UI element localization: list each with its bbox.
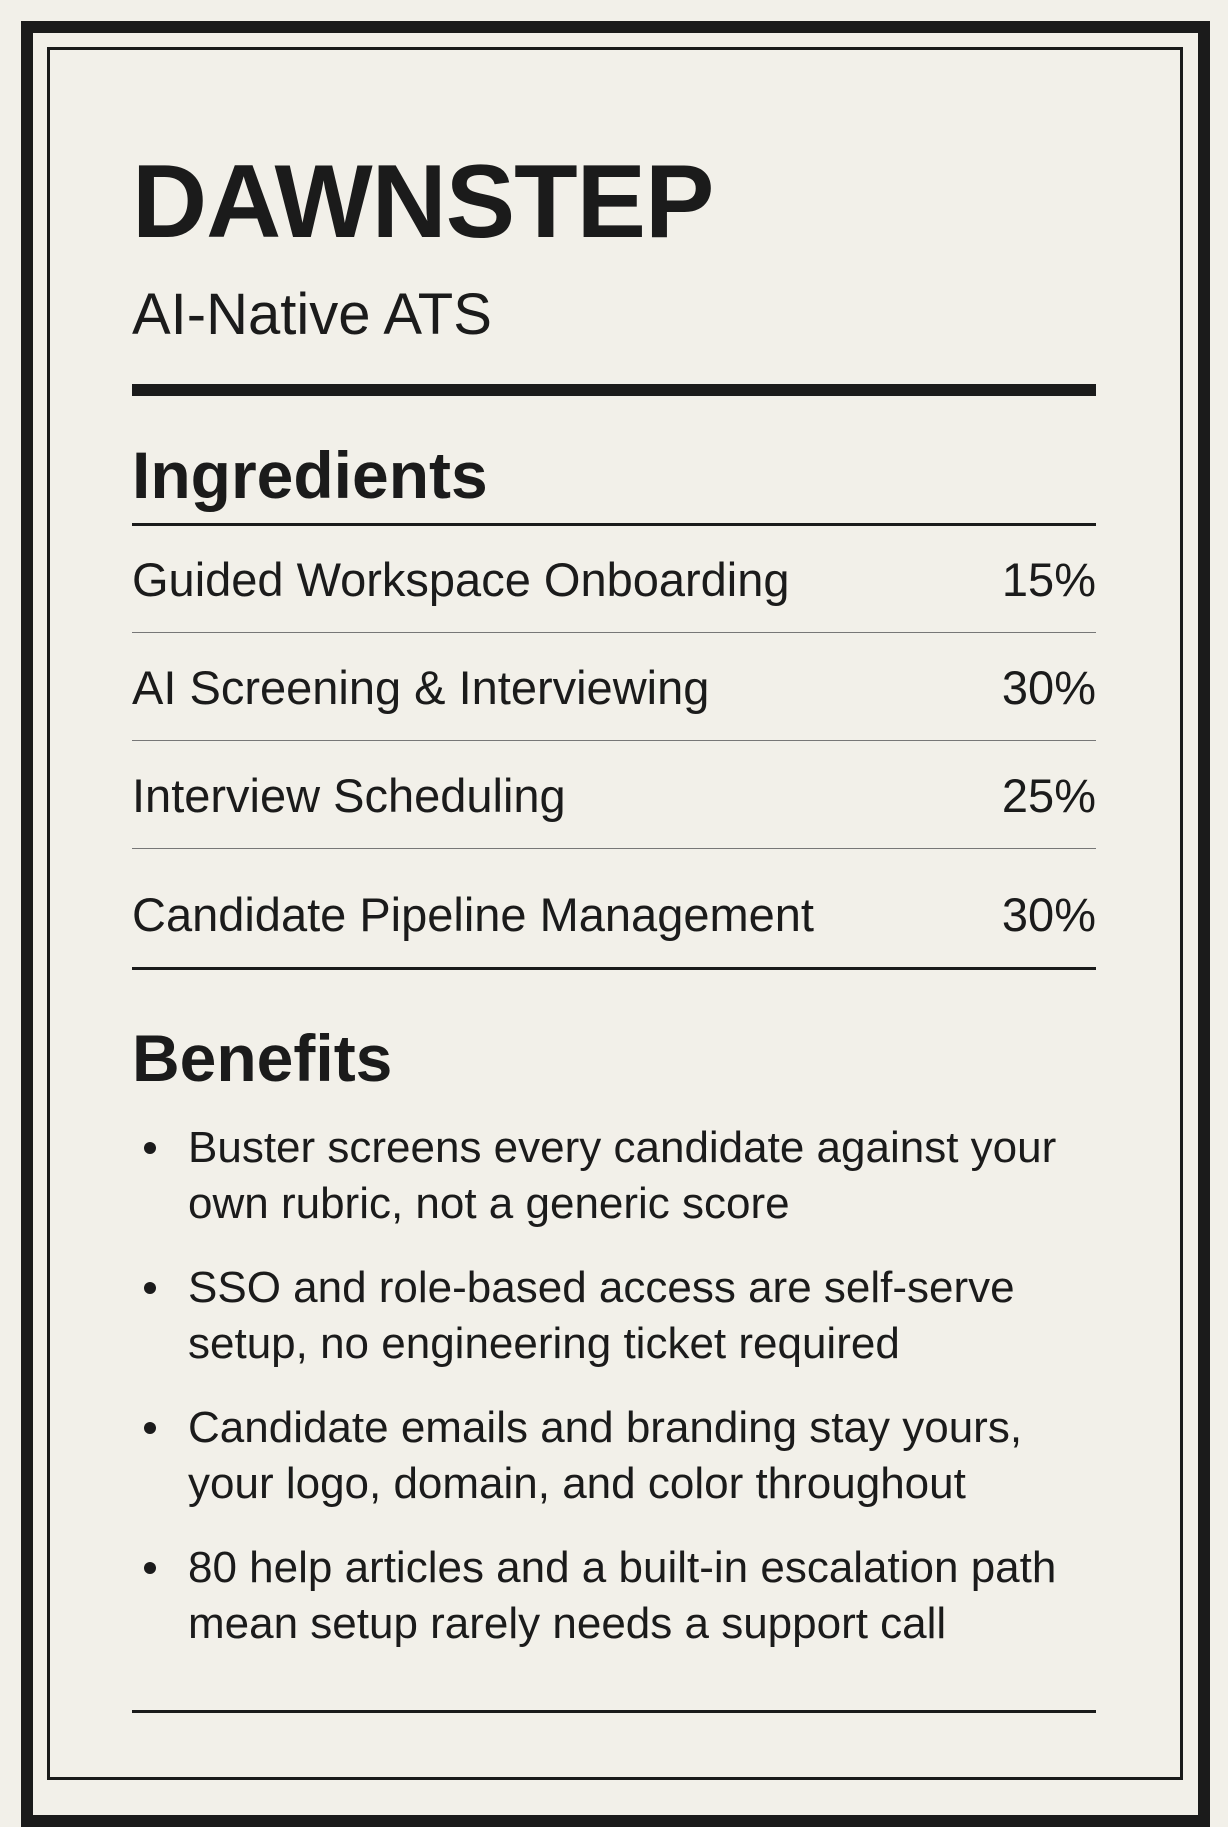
ingredient-row [132,526,1096,633]
brand-name: DAWNSTEP [132,144,714,260]
benefit-item [132,1540,1096,1652]
bullet-icon [144,1282,156,1294]
ingredient-name: AI Screening & Interviewing [132,660,710,714]
benefit-item [132,1260,1096,1372]
ingredient-row [132,862,1096,970]
ingredient-percent: 25% [1001,768,1096,822]
benefit-text: Buster screens every candidate against your own rubric, not a generic score [188,1123,1057,1228]
benefit-item [132,1120,1096,1232]
benefit-item [132,1400,1096,1512]
bullet-icon [144,1422,156,1434]
bullet-icon [144,1142,156,1154]
benefit-text: SSO and role-based access are self-serve setup, no engineering ticket required [188,1263,1015,1368]
bottom-divider [132,1710,1096,1713]
product-subtitle: AI-Native ATS [132,282,492,347]
benefit-text: Candidate emails and branding stay yours, your logo, domain, and color throughout [188,1403,1023,1508]
thick-divider [132,384,1096,396]
ingredient-name: Candidate Pipeline Management [132,888,814,941]
ingredient-percent: 30% [1001,660,1096,714]
ingredient-percent: 15% [1001,552,1096,606]
ingredient-percent: 30% [1001,888,1096,941]
ingredient-row [132,634,1096,741]
ingredients-heading: Ingredients [132,438,488,512]
ingredient-name: Guided Workspace Onboarding [132,552,790,606]
ingredient-row [132,742,1096,849]
benefits-heading: Benefits [132,1021,393,1095]
ingredient-name: Interview Scheduling [132,768,566,822]
benefit-text: 80 help articles and a built-in escalation path mean setup rarely needs a support call [188,1543,1057,1648]
bullet-icon [144,1562,156,1574]
benefits-list [132,1120,1096,1680]
